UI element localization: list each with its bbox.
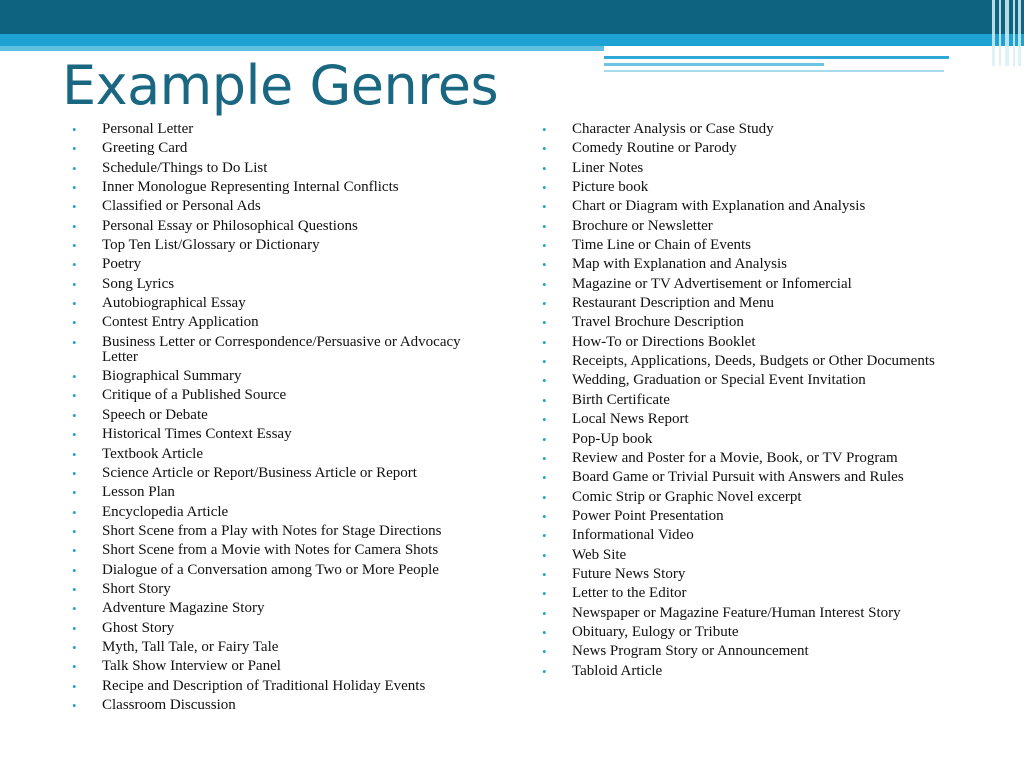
list-item [542, 180, 972, 195]
list-item [72, 601, 492, 616]
list-item [72, 296, 492, 311]
list-item-text: Personal Essay or Philosophical Questions [102, 217, 358, 234]
genre-list-right [542, 122, 972, 683]
bullet-dot-icon: • [542, 334, 547, 350]
list-item-text: Poetry [102, 256, 142, 273]
list-item [542, 509, 972, 524]
list-item [72, 466, 492, 481]
list-item [72, 277, 492, 292]
list-item-text: Top Ten List/Glossary or Dictionary [102, 237, 320, 254]
list-item [542, 354, 972, 369]
list-item [72, 408, 492, 423]
list-item [542, 432, 972, 447]
list-item [72, 621, 492, 636]
list-item [542, 644, 972, 659]
bullet-dot-icon: • [542, 605, 547, 621]
list-item-text: Tabloid Article [572, 662, 663, 679]
list-item [542, 606, 972, 621]
bullet-dot-icon: • [542, 160, 547, 176]
bullet-dot-icon: • [72, 257, 77, 273]
list-item [542, 141, 972, 156]
list-item-text: Recipe and Description of Traditional Holiday Events [102, 677, 426, 694]
list-item-text: Obituary, Eulogy or Tribute [572, 623, 739, 640]
list-item [542, 412, 972, 427]
list-item-text: Character Analysis or Case Study [572, 121, 774, 137]
list-item-text: Review and Poster for a Movie, Book, or TV Program [572, 449, 898, 466]
list-item-text: Greeting Card [102, 140, 188, 157]
list-item [542, 219, 972, 234]
list-item [542, 277, 972, 292]
list-item [542, 548, 972, 563]
list-item-text: Biographical Summary [102, 368, 242, 385]
bullet-dot-icon: • [542, 392, 547, 408]
list-item-text: Newspaper or Magazine Feature/Human Interest Story [572, 604, 901, 621]
bullet-dot-icon: • [542, 528, 547, 544]
bullet-dot-icon: • [72, 199, 77, 215]
list-item [72, 219, 492, 234]
list-item-text: Historical Times Context Essay [102, 426, 292, 443]
list-item [542, 528, 972, 543]
bullet-dot-icon: • [542, 644, 547, 660]
bullet-dot-icon: • [542, 141, 547, 157]
list-item-text: Business Letter or Correspondence/Persuasive or Advocacy Letter [102, 333, 461, 365]
bullet-dot-icon: • [542, 257, 547, 273]
list-item [542, 567, 972, 582]
list-item [542, 315, 972, 330]
list-item-text: Ghost Story [102, 619, 175, 636]
list-item-text: Letter to the Editor [572, 585, 687, 602]
bullet-dot-icon: • [542, 470, 547, 486]
list-item [72, 543, 492, 558]
list-item-text: Receipts, Applications, Deeds, Budgets or Other Documents [572, 353, 935, 370]
genre-list-left [72, 122, 492, 717]
list-item-text: Textbook Article [102, 445, 204, 462]
bullet-dot-icon: • [542, 663, 547, 679]
list-item [542, 664, 972, 679]
list-item-text: Map with Explanation and Analysis [572, 256, 787, 273]
list-item-text: How-To or Directions Booklet [572, 333, 756, 350]
list-item-text: Science Article or Report/Business Article or Report [102, 464, 417, 481]
bullet-dot-icon: • [542, 412, 547, 428]
list-item-text: Inner Monologue Representing Internal Conflicts [102, 179, 399, 196]
list-item-text: Picture book [572, 179, 649, 196]
list-item [542, 161, 972, 176]
header-stripe [604, 56, 949, 59]
bullet-dot-icon: • [542, 122, 547, 137]
bullet-dot-icon: • [542, 431, 547, 447]
list-item-text: Wedding, Graduation or Special Event Invitation [572, 372, 866, 389]
list-item [542, 586, 972, 601]
list-item [72, 659, 492, 674]
list-item [72, 122, 492, 137]
list-item-text: Schedule/Things to Do List [102, 159, 268, 176]
bullet-dot-icon: • [72, 562, 77, 578]
list-item-text: Informational Video [572, 527, 694, 544]
list-item-text: Classroom Discussion [102, 696, 236, 713]
list-item-text: Power Point Presentation [572, 507, 724, 524]
list-item [542, 393, 972, 408]
list-item [542, 625, 972, 640]
list-item-text: Short Scene from a Movie with Notes for Camera Shots [102, 542, 439, 559]
list-item-text: Restaurant Description and Menu [572, 295, 775, 312]
bullet-dot-icon: • [72, 296, 77, 312]
list-item-text: Time Line or Chain of Events [572, 237, 752, 254]
bullet-dot-icon: • [542, 276, 547, 292]
list-item-text: Classified or Personal Ads [102, 198, 261, 215]
bullet-dot-icon: • [72, 659, 77, 675]
list-item-text: Liner Notes [572, 159, 644, 176]
list-item-text: News Program Story or Announcement [572, 643, 809, 660]
bullet-dot-icon: • [542, 238, 547, 254]
list-item [542, 490, 972, 505]
bullet-dot-icon: • [542, 489, 547, 505]
list-item-text: Web Site [572, 546, 627, 563]
bullet-dot-icon: • [72, 369, 77, 385]
bullet-dot-icon: • [542, 296, 547, 312]
bullet-dot-icon: • [72, 523, 77, 539]
bullet-dot-icon: • [72, 407, 77, 423]
list-item [72, 141, 492, 156]
list-item-text: Autobiographical Essay [102, 295, 246, 312]
list-item-text: Myth, Tall Tale, or Fairy Tale [102, 638, 279, 655]
list-item-text: Future News Story [572, 565, 686, 582]
bullet-dot-icon: • [542, 354, 547, 370]
bullet-dot-icon: • [542, 566, 547, 582]
list-item-text: Speech or Debate [102, 406, 208, 423]
bullet-dot-icon: • [72, 315, 77, 331]
list-item-text: Pop-Up book [572, 430, 653, 447]
bullet-dot-icon: • [72, 697, 77, 713]
bullet-dot-icon: • [72, 543, 77, 559]
bullet-dot-icon: • [72, 427, 77, 443]
list-item [72, 524, 492, 539]
list-item-text: Talk Show Interview or Panel [102, 658, 281, 675]
page-title: Example Genres [62, 54, 499, 117]
list-item [72, 161, 492, 176]
list-item [542, 335, 972, 350]
list-item [542, 296, 972, 311]
bullet-dot-icon: • [72, 276, 77, 292]
list-item [72, 427, 492, 442]
list-item-text: Short Story [102, 580, 171, 597]
list-item-text: Magazine or TV Advertisement or Infomercial [572, 275, 852, 292]
list-item-text: Travel Brochure Description [572, 314, 744, 331]
list-item [72, 388, 492, 403]
bullet-dot-icon: • [542, 508, 547, 524]
list-item [72, 563, 492, 578]
list-item-text: Board Game or Trivial Pursuit with Answers and Rules [572, 469, 904, 486]
list-item [72, 505, 492, 520]
bullet-dot-icon: • [542, 547, 547, 563]
bullet-dot-icon: • [542, 373, 547, 389]
bullet-dot-icon: • [542, 624, 547, 640]
list-item [72, 640, 492, 655]
bullet-dot-icon: • [72, 388, 77, 404]
bullet-dot-icon: • [542, 199, 547, 215]
bullet-dot-icon: • [72, 141, 77, 157]
list-item-text: Song Lyrics [102, 275, 175, 292]
bullet-dot-icon: • [542, 218, 547, 234]
list-item-text: Lesson Plan [102, 484, 175, 501]
list-item [72, 180, 492, 195]
list-item-text: Short Scene from a Play with Notes for Stage Directions [102, 522, 442, 539]
list-item-text: Birth Certificate [572, 391, 670, 408]
list-item-text: Comic Strip or Graphic Novel excerpt [572, 488, 802, 505]
header-stripe [604, 63, 824, 66]
header-band-dark [0, 0, 1024, 34]
list-item-text: Critique of a Published Source [102, 387, 287, 404]
bullet-dot-icon: • [72, 620, 77, 636]
list-item [72, 485, 492, 500]
list-item [72, 447, 492, 462]
header-gap [604, 46, 1024, 52]
list-item [542, 238, 972, 253]
bullet-dot-icon: • [72, 678, 77, 694]
list-item [542, 373, 972, 388]
list-item [542, 199, 972, 214]
list-item-text: Local News Report [572, 411, 689, 428]
list-item [72, 199, 492, 214]
list-item-text: Dialogue of a Conversation among Two or More People [102, 561, 439, 578]
list-item-text: Adventure Magazine Story [102, 600, 265, 617]
bullet-dot-icon: • [542, 450, 547, 466]
list-item-text: Encyclopedia Article [102, 503, 229, 520]
bullet-dot-icon: • [72, 504, 77, 520]
list-item [72, 369, 492, 384]
list-item [542, 451, 972, 466]
list-item [542, 257, 972, 272]
list-item [72, 335, 492, 365]
bullet-dot-icon: • [542, 180, 547, 196]
list-item [542, 122, 972, 137]
bullet-dot-icon: • [72, 180, 77, 196]
list-item [72, 257, 492, 272]
list-item [542, 470, 972, 485]
list-item [72, 582, 492, 597]
header-vertical-bars [990, 0, 1024, 66]
list-item [72, 238, 492, 253]
bullet-dot-icon: • [72, 581, 77, 597]
list-item-text: Comedy Routine or Parody [572, 140, 737, 157]
header-stripe [604, 70, 944, 72]
bullet-dot-icon: • [72, 218, 77, 234]
bullet-dot-icon: • [72, 465, 77, 481]
bullet-dot-icon: • [72, 639, 77, 655]
bullet-dot-icon: • [72, 334, 77, 350]
list-item-text: Personal Letter [102, 121, 194, 137]
bullet-dot-icon: • [72, 122, 77, 137]
header-band-accent [0, 46, 604, 51]
list-item [72, 315, 492, 330]
header-band-light [0, 34, 1024, 46]
bullet-dot-icon: • [72, 238, 77, 254]
bullet-dot-icon: • [72, 446, 77, 462]
list-item [72, 698, 492, 713]
list-item [72, 679, 492, 694]
list-item-text: Contest Entry Application [102, 314, 259, 331]
bullet-dot-icon: • [542, 315, 547, 331]
bullet-dot-icon: • [72, 485, 77, 501]
list-item-text: Brochure or Newsletter [572, 217, 713, 234]
bullet-dot-icon: • [542, 586, 547, 602]
bullet-dot-icon: • [72, 601, 77, 617]
bullet-dot-icon: • [72, 160, 77, 176]
list-item-text: Chart or Diagram with Explanation and Analysis [572, 198, 866, 215]
